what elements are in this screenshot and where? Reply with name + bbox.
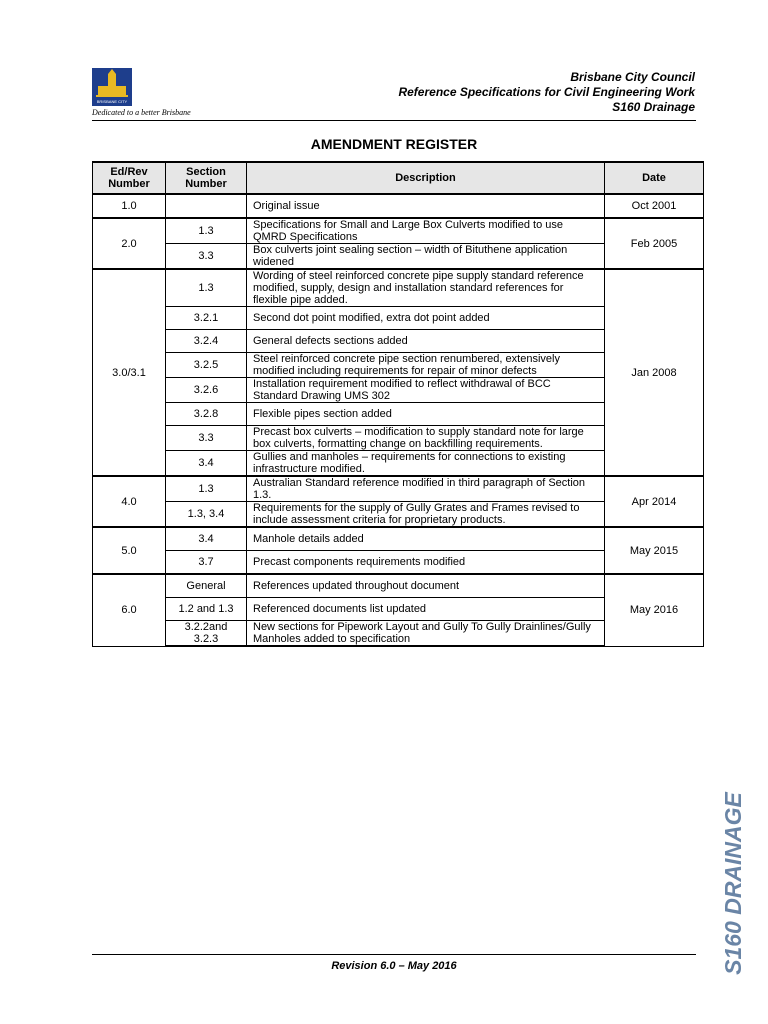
spec-title: Reference Specifications for Civil Engineering Work xyxy=(398,85,695,99)
table-row xyxy=(93,218,704,244)
org-name: Brisbane City Council xyxy=(570,70,695,84)
cell-section: 3.2.2and 3.2.3 xyxy=(166,621,247,647)
cell-section: 3.3 xyxy=(166,426,247,451)
cell-description: Second dot point modified, extra dot point added xyxy=(247,307,605,330)
cell-ed-rev: 6.0 xyxy=(93,574,166,646)
cell-section: 3.2.6 xyxy=(166,378,247,403)
cell-date: May 2015 xyxy=(605,527,704,574)
page-title: AMENDMENT REGISTER xyxy=(310,136,478,152)
header-divider xyxy=(92,120,696,121)
cell-description: Precast components requirements modified xyxy=(247,551,605,575)
cell-description: Wording of steel reinforced concrete pipe supply standard reference modified, supply, design and installation standard references for flexible pipe added. xyxy=(247,269,605,307)
cell-ed-rev: 2.0 xyxy=(93,218,166,269)
council-logo-block xyxy=(92,68,202,117)
cell-ed-rev: 3.0/3.1 xyxy=(93,269,166,476)
cell-description: Gullies and manholes – requirements for connections to existing infrastructure modified. xyxy=(247,451,605,477)
cell-description: Box culverts joint sealing section – width of Bituthene application widened xyxy=(247,244,605,270)
amendment-table xyxy=(92,161,704,647)
cell-section xyxy=(166,194,247,218)
table-header-row xyxy=(93,162,704,194)
cell-description: Referenced documents list updated xyxy=(247,598,605,621)
cell-section: 3.2.8 xyxy=(166,403,247,426)
header-section: Section Number xyxy=(166,162,247,194)
cell-section: 1.2 and 1.3 xyxy=(166,598,247,621)
cell-description: Manhole details added xyxy=(247,527,605,551)
cell-section: 1.3, 3.4 xyxy=(166,502,247,528)
cell-ed-rev: 5.0 xyxy=(93,527,166,574)
cell-description: Requirements for the supply of Gully Grates and Frames revised to include assessment criteria for proprietary products. xyxy=(247,502,605,528)
table-row xyxy=(93,527,704,551)
table-row xyxy=(93,476,704,502)
cell-date: Jan 2008 xyxy=(605,269,704,476)
cell-date: Apr 2014 xyxy=(605,476,704,527)
document-header xyxy=(398,70,695,115)
cell-ed-rev: 1.0 xyxy=(93,194,166,218)
cell-section: 1.3 xyxy=(166,218,247,244)
header-description: Description xyxy=(247,162,605,194)
side-label xyxy=(718,791,748,975)
table-body xyxy=(93,194,704,646)
cell-section: 3.7 xyxy=(166,551,247,575)
cell-section: 3.4 xyxy=(166,527,247,551)
revision-footer: Revision 6.0 – May 2016 xyxy=(331,960,457,972)
cell-description: Precast box culverts – modification to supply standard note for large box culverts, formatting change on backfilling requirements. xyxy=(247,426,605,451)
cell-section: 3.2.4 xyxy=(166,330,247,353)
side-label-text: S160 DRAINAGE xyxy=(719,791,746,975)
footer-divider xyxy=(92,954,696,955)
table-row xyxy=(93,269,704,307)
cell-section: 3.4 xyxy=(166,451,247,477)
table-row xyxy=(93,574,704,598)
cell-description: References updated throughout document xyxy=(247,574,605,598)
tagline: Dedicated to a better Brisbane xyxy=(92,108,191,117)
cell-section: 1.3 xyxy=(166,476,247,502)
cell-description: Original issue xyxy=(247,194,605,218)
cell-description: Steel reinforced concrete pipe section renumbered, extensively modified including requirements for repair of minor defects xyxy=(247,353,605,378)
cell-description: Specifications for Small and Large Box Culverts modified to use QMRD Specifications xyxy=(247,218,605,244)
table-row xyxy=(93,194,704,218)
cell-description: Flexible pipes section added xyxy=(247,403,605,426)
header-date: Date xyxy=(605,162,704,194)
cell-section: 3.2.5 xyxy=(166,353,247,378)
cell-section: 1.3 xyxy=(166,269,247,307)
cell-date: May 2016 xyxy=(605,574,704,646)
cell-ed-rev: 4.0 xyxy=(93,476,166,527)
cell-description: Installation requirement modified to reflect withdrawal of BCC Standard Drawing UMS 302 xyxy=(247,378,605,403)
header-ed-rev: Ed/Rev Number xyxy=(93,162,166,194)
cell-description: New sections for Pipework Layout and Gully To Gully Drainlines/Gully Manholes added to specification xyxy=(247,621,605,647)
cell-description: General defects sections added xyxy=(247,330,605,353)
doc-name: S160 Drainage xyxy=(612,100,695,114)
cell-description: Australian Standard reference modified in third paragraph of Section 1.3. xyxy=(247,476,605,502)
cell-date: Feb 2005 xyxy=(605,218,704,269)
cell-section: 3.2.1 xyxy=(166,307,247,330)
logo-text: BRISBANE CITY xyxy=(96,99,128,104)
cell-date: Oct 2001 xyxy=(605,194,704,218)
cell-section: General xyxy=(166,574,247,598)
city-hall-logo-icon xyxy=(92,68,132,106)
cell-section: 3.3 xyxy=(166,244,247,270)
